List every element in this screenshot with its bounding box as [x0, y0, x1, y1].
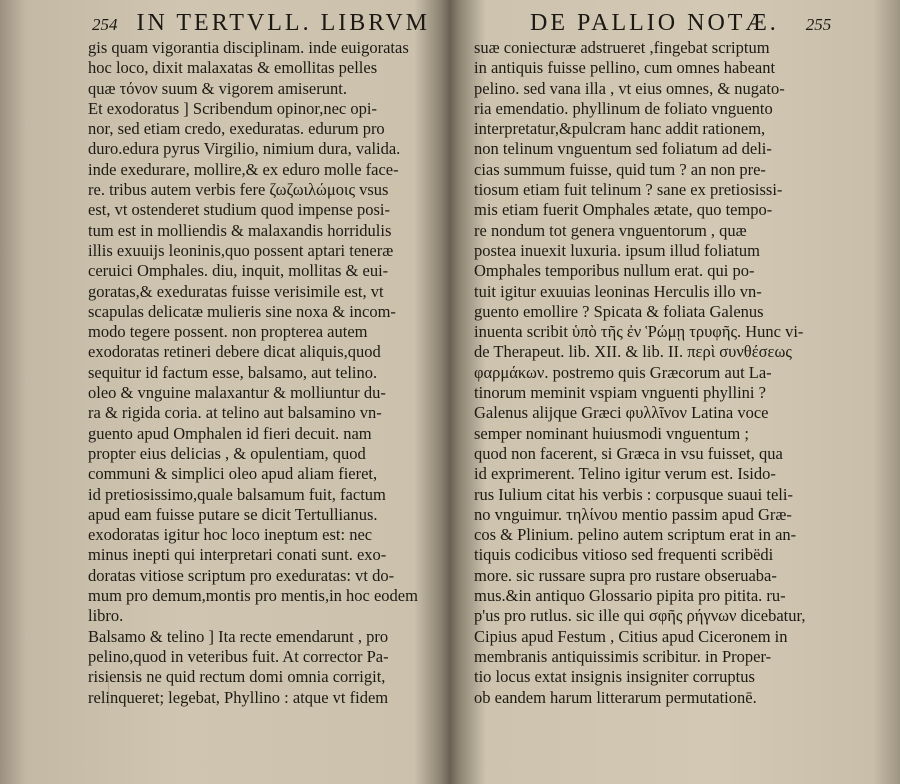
text-line: p'us pro rutlus. sic ille qui σφῆς ρήγνων dicebatur, — [474, 606, 806, 626]
text-line: mus.&in antiquo Glossario pipita pro pitita. ru- — [474, 586, 786, 606]
text-line: no vnguimur. τηλίνου mentio passim apud Græ- — [474, 504, 792, 524]
text-line: non telinum vnguentum sed foliatum ad deli- — [474, 139, 772, 159]
text-line: relinqueret; legebat, Phyllino : atque vt fidem — [88, 687, 389, 707]
left-page-number: 254 — [92, 15, 118, 34]
text-line: libro. — [88, 606, 124, 626]
text-line: φαρμάκων. postremo quis Græcorum aut La- — [474, 362, 772, 382]
text-line: tiquis codicibus vitioso sed frequenti scribëdi — [474, 545, 774, 565]
text-line: exodoratas retineri debere dicat aliquis,quod — [88, 342, 381, 362]
text-line: tiosum etiam fuit telinum ? sane ex pretiosissi- — [474, 180, 783, 200]
text-line: tinorum meminit vspiam vnguenti phyllini ? — [474, 383, 766, 403]
text-line: interpretatur,&pulcram hanc addit rationem, — [474, 119, 766, 139]
left-head-title: IN TERTVLL. LIBRVM — [136, 10, 431, 36]
text-line: more. sic russare supra pro rustare obseruaba- — [474, 565, 777, 585]
right-text-block — [474, 38, 834, 708]
right-head-title: DE PALLIO NOTÆ. — [530, 10, 779, 36]
text-line: modo tegere possent. non propterea autem — [88, 322, 368, 342]
text-line: nor, sed etiam credo, exeduratas. edurum pro — [88, 119, 385, 139]
text-line: semper nominant huiusmodi vnguentum ; — [474, 423, 749, 443]
right-page — [452, 0, 900, 784]
text-line: guento apud Omphalen id fieri decuit. nam — [88, 423, 372, 443]
text-line: sequitur id factum esse, balsamo, aut telino. — [88, 362, 378, 382]
right-running-head — [530, 10, 831, 40]
text-line: illis exuuijs leoninis,quo possent aptari teneræ — [88, 240, 394, 260]
text-line: minus inepti qui interpretari conati sunt. exo- — [88, 545, 387, 565]
text-line: rus Iulium citat his verbis : corpusque suaui teli- — [474, 484, 793, 504]
text-line: re nondum tot genera vnguentorum , quæ — [474, 220, 747, 240]
right-page-number: 255 — [805, 15, 832, 34]
text-line: re. tribus autem verbis fere ζωζωιλώμοις vsus — [88, 180, 389, 200]
text-line: tum est in molliendis & malaxandis horridulis — [88, 220, 392, 240]
text-line: de Therapeut. lib. XII. & lib. II. περὶ συνθέσεως — [474, 342, 792, 362]
text-line: membranis antiquissimis scribitur. in Proper- — [474, 646, 772, 666]
text-line: gis quam vigorantia disciplinam. inde euigoratas — [88, 38, 409, 57]
text-line: est, vt ostenderet studium quod impense posi- — [88, 200, 391, 220]
text-line: cos & Plinium. pelino autem scriptum erat in an- — [474, 525, 797, 545]
text-line: mum pro demum,montis pro mentis,in hoc eodem — [88, 586, 418, 606]
text-line: Galenus alijque Græci φυλλῖνον Latina voce — [474, 403, 769, 423]
text-line: scapulas delicatæ mulieris sine noxa & incom- — [88, 301, 396, 321]
text-line: Et exodoratus ] Scribendum opinor,nec opi- — [88, 98, 377, 118]
text-line: mis etiam fuerit Omphales ætate, quo tempo- — [474, 200, 773, 220]
text-line: inde exedurare, mollire,& ex eduro molle face- — [88, 159, 399, 179]
text-line: in antiquis fuisse pellino, cum omnes habeant — [474, 58, 776, 78]
text-line: ra & rigida coria. at telino aut balsamino vn- — [88, 403, 382, 423]
left-page — [0, 0, 448, 784]
text-line: apud eam fuisse putare se dicit Tertullianus. — [88, 504, 378, 524]
text-line: pelino. sed vana illa , vt eius omnes, & nugato- — [474, 78, 785, 98]
left-page-mark — [108, 676, 119, 706]
text-line: ria emendatio. phyllinum de foliato vnguento — [474, 98, 773, 118]
text-line: ob eandem harum litterarum permutationē. — [474, 687, 757, 707]
text-line: duro.edura pyrus Virgilio, nimium dura, valida. — [88, 139, 401, 159]
text-line: quod non facerent, si Græca in vsu fuisset, qua — [474, 443, 783, 463]
text-line: Cipius apud Festum , Citius apud Ciceronem in — [474, 626, 788, 646]
text-line: propter eius delicias , & opulentiam, quod — [88, 443, 366, 463]
text-line: doratas vitiose scriptum pro exeduratas: vt do- — [88, 565, 395, 585]
text-line: id exprimerent. Telino igitur verum est. Isido- — [474, 464, 776, 484]
text-line: suæ coniecturæ adstrueret ,fingebat scriptum — [474, 38, 770, 57]
text-line: risiensis ne quid rectum domi omnia corrigit, — [88, 667, 386, 687]
text-line: exodoratas igitur hoc loco ineptum est: nec — [88, 525, 373, 545]
text-line: Omphales temporibus nullum erat. qui po- — [474, 261, 755, 281]
text-line: postea inuexit luxuria. ipsum illud foliatum — [474, 240, 760, 260]
text-line: tuit igitur exuuias leoninas Herculis illo vn- — [474, 281, 762, 301]
text-line: communi & simplici oleo apud aliam fieret, — [88, 464, 378, 484]
text-line: quæ τόνον suum & vigorem amiserunt. — [88, 78, 347, 98]
text-line: oleo & vnguine malaxantur & molliuntur du- — [88, 383, 386, 403]
left-running-head — [92, 10, 430, 40]
text-line: Balsamo & telino ] Ita recte emendarunt , pro — [88, 626, 389, 646]
text-line: pelino,quod in veteribus fuit. At corrector Pa- — [88, 646, 389, 666]
text-line: ceruici Omphales. diu, inquit, mollitas & eui- — [88, 261, 389, 281]
text-line: hoc loco, dixit malaxatas & emollitas pelles — [88, 58, 378, 78]
text-line: id pretiosissimo,quale balsamum fuit, factum — [88, 484, 386, 504]
text-line: cias summum fuisse, quid tum ? an non pre- — [474, 159, 766, 179]
text-line: guento emollire ? Spicata & foliata Galenus — [474, 301, 764, 321]
text-line: tio locus extat insignis insigniter corruptus — [474, 667, 755, 687]
text-line: goratas,& exeduratas fuisse verisimile est, vt — [88, 281, 384, 301]
text-line: inuenta scribit ὑπὸ τῆς ἐν Ῥώμῃ τρυφῆς. Hunc vi- — [474, 322, 804, 342]
left-text-block — [88, 38, 428, 708]
